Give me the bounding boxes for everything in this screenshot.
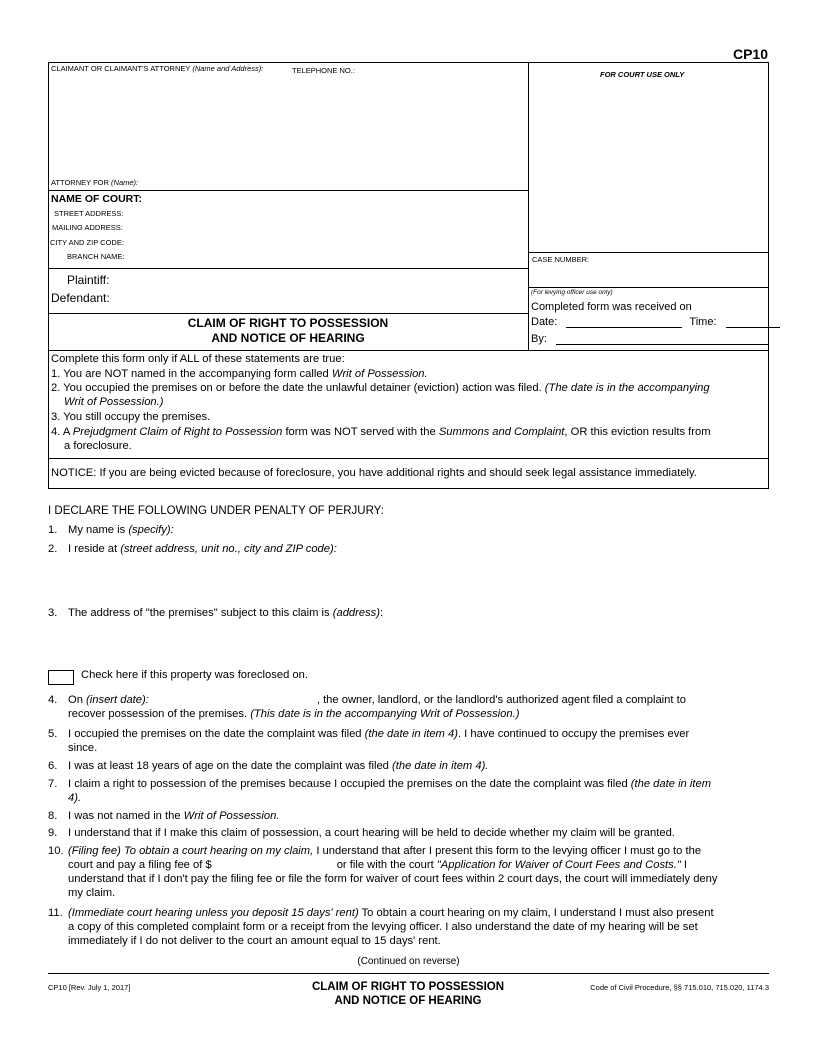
condition-2: 2. You occupied the premises on or before the date the unlawful detainer (eviction) action was filed. (The date is in the accompanying <box>51 382 710 394</box>
item-9: 9. I understand that if I make this claim of possession, a court hearing will be held to decide whether my claim will be granted. <box>48 827 675 839</box>
claimant-field[interactable] <box>52 76 522 172</box>
telephone-label: TELEPHONE NO.: <box>292 66 355 75</box>
condition-4-cont: a foreclosure. <box>64 440 132 452</box>
levying-note: (For levying officer use only) <box>531 289 613 296</box>
code-citation: Code of Civil Procedure, §§ 715.010, 715.020, 1174.3 <box>590 983 769 992</box>
plaintiff-label: Plaintiff: <box>67 273 110 287</box>
conditions-intro: Complete this form only if ALL of these statements are true: <box>51 353 345 365</box>
date-field[interactable] <box>566 315 682 328</box>
court-use-label: FOR COURT USE ONLY <box>600 70 685 79</box>
premises-address-field[interactable] <box>68 622 758 664</box>
mailing-address-label: MAILING ADDRESS: <box>52 223 123 232</box>
caption-divider <box>528 62 529 351</box>
by-field-row <box>531 332 768 345</box>
item-3: 3. The address of "the premises" subject to this claim is (address): <box>48 607 384 619</box>
foreclosed-label: Check here if this property was foreclosed on. <box>81 669 308 681</box>
by-field[interactable] <box>556 332 768 345</box>
time-label: Time: <box>689 316 717 328</box>
received-line: Completed form was received on <box>531 301 692 313</box>
date-field-row <box>531 315 780 328</box>
case-number-field[interactable] <box>532 266 764 286</box>
item-2: 2. I reside at (street address, unit no., city and ZIP code): <box>48 543 337 555</box>
item-10: 10. (Filing fee) To obtain a court hearing on my claim, I understand that after I present this form to the levying officer I must go to the court and pay a filing fee of $ or file with the court "Application for Waiver of Court Fees and Costs." I understand that if I don't pay the filing fee or file the form for waiver of court fees within 2 court days, the court will immediately deny my claim. <box>48 845 718 899</box>
declaration-heading: I DECLARE THE FOLLOWING UNDER PENALTY OF PERJURY: <box>48 505 384 517</box>
attorney-for-label: ATTORNEY FOR (Name): <box>51 178 139 187</box>
continued-note: (Continued on reverse) <box>357 956 460 967</box>
condition-3: 3. You still occupy the premises. <box>51 411 211 423</box>
foreclosed-checkbox[interactable] <box>48 670 74 685</box>
name-of-court-label: NAME OF COURT: <box>51 193 142 205</box>
condition-4: 4. A Prejudgment Claim of Right to Possession form was NOT served with the Summons and Complaint, OR this eviction results from <box>51 426 711 438</box>
by-label: By: <box>531 333 547 345</box>
residence-field[interactable] <box>68 558 758 600</box>
defendant-label: Defendant: <box>51 291 110 305</box>
date-label: Date: <box>531 316 558 328</box>
item-7: 7. I claim a right to possession of the premises because I occupied the premises on the date the complaint was filed (the date in item 4). <box>48 778 712 804</box>
foreclosure-notice: NOTICE: If you are being evicted because of foreclosure, you have additional rights and should seek legal assistance immediately. <box>51 467 697 479</box>
footer-title: CLAIM OF RIGHT TO POSSESSION AND NOTICE OF HEARING <box>311 981 505 1007</box>
item-1: 1. My name is (specify): <box>48 524 174 536</box>
branch-name-label: BRANCH NAME: <box>67 252 125 261</box>
time-field[interactable] <box>726 315 780 328</box>
item-8: 8. I was not named in the Writ of Possession. <box>48 810 280 822</box>
caption-title: CLAIM OF RIGHT TO POSSESSION AND NOTICE OF HEARING <box>187 316 389 345</box>
condition-1: 1. You are NOT named in the accompanying form called Writ of Possession. <box>51 368 428 380</box>
revision-label: CP10 [Rev. July 1, 2017] <box>48 983 131 992</box>
condition-2-cont: Writ of Possession.) <box>64 396 164 408</box>
street-address-label: STREET ADDRESS: <box>54 209 124 218</box>
item-4: 4. On (insert date): , the owner, landlord, or the landlord's authorized agent filed a complaint to recover possession of the premises. (This date is in the accompanying Writ of Possession.) <box>48 694 686 720</box>
city-zip-label: CITY AND ZIP CODE: <box>50 238 124 247</box>
form-code: CP10 <box>732 46 768 62</box>
case-number-label: CASE NUMBER: <box>532 255 590 264</box>
item-11: 11. (Immediate court hearing unless you deposit 15 days' rent) To obtain a court hearing on my claim, I understand I must also present a copy of this completed complaint form or a receipt from the levying officer. I also understand the date of my hearing will be set immediately if I do not deliver to the court an amount equal to 15 days' rent. <box>48 907 714 947</box>
item-6: 6. I was at least 18 years of age on the date the complaint was filed (the date in item 4). <box>48 760 489 772</box>
claimant-label: CLAIMANT OR CLAIMANT'S ATTORNEY (Name and Address): <box>51 64 264 73</box>
item-5: 5. I occupied the premises on the date the complaint was filed (the date in item 4). I have continued to occupy the premises ever since. <box>48 728 690 754</box>
